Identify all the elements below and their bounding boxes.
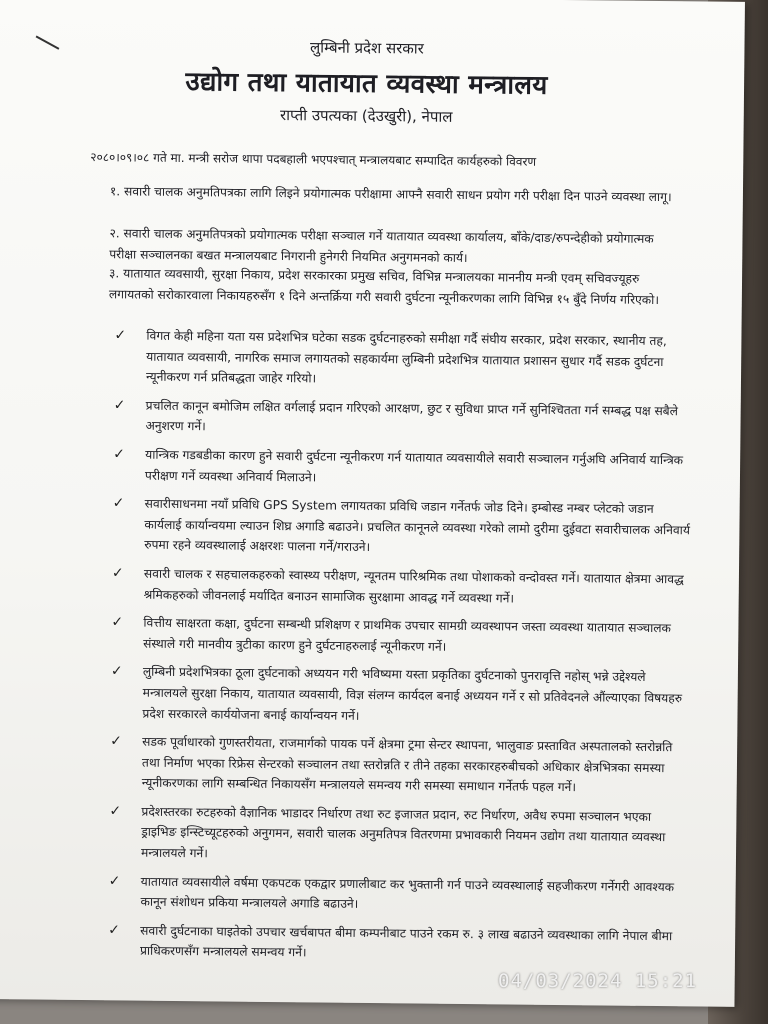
checkmark-icon: ✓ — [110, 733, 122, 750]
checkmark-icon: ✓ — [113, 446, 126, 463]
list-item: ✓ सवारीसाधनमा नयाँ प्रविधि GPS System लगायतका प्रविधि जडान गर्नेतर्फ जोड दिने। इम्बोस्ड नम्बर प्लेटको जडान कार्यलाई कार्यान्वयमा ल्याउन शिघ्र अगाडि बढाउने। प्रचलित कानूनले व्यवस्था गरेको लामो दुरीमा दुईवटा सवारीचालक अनिवार्य रुपमा रहने व्यवस्थालाई अक्षरशः पालना गर्ने/गराउने। — [112, 495, 691, 555]
intro-point-2: २. सवारी चालक अनुमतिपत्रको प्रयोगात्मक परीक्षा सञ्चाल गर्ने यातायात व्यवस्था कार्यालय, बाँके/दाङ/रुपन्देहीको प्रयोगात्मक परीक्षा सञ्चालनका बखत मन्त्रालयबाट निगरानी हुनेगरी नियमित अनुगमनको कार्य। — [109, 226, 654, 265]
checkmark-icon: ✓ — [111, 614, 124, 631]
intro-point-1: १. सवारी चालक अनुमतिपत्रका लागि लिइने प्रयोगात्मक परीक्षामा आफ्नै सवारी साधन प्रयोग गरी परीक्षा दिन पाउने व्यवस्था लागू। — [109, 184, 672, 205]
list-item: ✓ यातायात व्यवसायीले वर्षमा एकपटक एकद्वार प्रणालीबाट कर भुक्तानी गर्न पाउने व्यवस्थालाई सहजीकरण गर्नेगरी आवश्यक कानून संशोधन प्रकिया मन्त्रालयले अगाडि बढाउने। — [108, 872, 675, 912]
ministry-title: उद्योग तथा यातायात व्यवस्था मन्त्रालय — [185, 67, 548, 101]
list-item: ✓ लुम्बिनी प्रदेशभित्रका ठूला दुर्घटनाको अध्ययन गरी भविष्यमा यस्ता प्रकृतिका दुर्घटनाको पुनरावृत्ति नहोस् भन्ने उद्देश्यले मन्त्रालयले सुरक्षा निकाय, यातायात व्यवसायी, विज्ञ संलग्न कार्यदल बनाई अध्ययन गर्ने र सो प्रतिवेदनले औंल्याएका विषयहरु प्रदेश सरकारले कार्ययोजना बनाई कार्यान्वयन गर्ने। — [110, 663, 683, 723]
list-item: ✓ विगत केही महिना यता यस प्रदेशभित्र घटेका सडक दुर्घटनाहरुको समीक्षा गर्दै संघीय सरकार, प्रदेश सरकार, स्थानीय तह, यातायात व्यवसायी, नागरिक समाज लगायतको सहकार्यमा लुम्बिनी प्रदेशभित्र यातायात प्रशासन सुधार गर्दै सडक दुर्घटना न्यूनीकरण गर्न प्रतिबद्धता जाहेर गरियो। — [114, 327, 667, 386]
list-item: ✓ प्रचलित कानून बमोजिम लक्षित वर्गलाई प्रदान गरिएको आरक्षण, छुट र सुविधा प्राप्त गर्ने सुनिश्चितता गर्न सम्बद्ध पक्ष सबैले अनुशरण गर्ने। — [113, 397, 679, 434]
list-item: ✓ वित्तीय साक्षरता कक्षा, दुर्घटना सम्बन्धी प्रशिक्षण र प्राथमिक उपचार सामग्री व्यवस्थापन जस्ता व्यवस्था यातायात सञ्चालक संस्थाले गरी मानवीय त्रुटीका कारण हुने दुर्घटनाहरुलाई न्यूनीकरण गर्ने। — [111, 614, 672, 654]
subject-line: २०८०।०९।०८ गते मा. मन्त्री सरोज थापा पदबहाली भएपश्चात् मन्त्रालयबाट सम्पादित कार्यहरुको विवरण — [90, 150, 537, 169]
checkmark-icon: ✓ — [113, 397, 126, 414]
list-item: ✓ सवारी चालक र सहचालकहरुको स्वास्थ्य परीक्षण, न्यूनतम पारिश्रमिक तथा पोशाकको वन्दोवस्त गर्ने। यातायात क्षेत्रमा आवद्ध श्रमिकहरुको जीवनलाई मर्यादित बनाउन सामाजिक सुरक्षामा आवद्ध गर्ने व्यवस्था गर्ने। — [111, 565, 684, 606]
decision-list — [108, 325, 695, 975]
checkmark-icon: ✓ — [111, 565, 124, 582]
ministry-address: राप्ती उपत्यका (देउखुरी), नेपाल — [279, 106, 453, 126]
list-item: ✓ सवारी दुर्घटनाका घाइतेको उपचार खर्चबापत बीमा कम्पनीबाट पाउने रकम रु. ३ लाख बढाउने व्यवस्थाका लागि नेपाल बीमा प्राधिकरणसँग मन्त्रालयले समन्वय गर्ने। — [108, 922, 673, 960]
photo-timestamp: 04/03/2024 15:21 — [498, 970, 698, 992]
checkmark-icon: ✓ — [109, 803, 122, 820]
checkmark-icon: ✓ — [108, 922, 121, 939]
checkmark-icon: ✓ — [114, 327, 127, 344]
list-item: ✓ सडक पूर्वाधारको गुणस्तरीयता, राजमार्गको पायक पर्ने क्षेत्रमा ट्रमा सेन्टर स्थापना, भालुवाङ प्रस्तावित अस्पतालको स्तरोन्नति तथा निर्माण भएका रिफ्रेस सेन्टरको सञ्चालन तथा स्तरोन्नति र तीने तहका सरकारहरुबीचको अधिकार क्षेत्रभित्रका समस्या न्यूनीकरणका लागि सम्बन्धित निकायसँग मन्त्रालयले समन्वय गरी समस्या समाधान गर्नेतर्फ पहल गर्ने। — [110, 733, 673, 795]
government-name: लुम्बिनी प्रदेश सरकार — [309, 38, 424, 58]
checkmark-icon: ✓ — [112, 495, 125, 512]
checkmark-icon: ✓ — [110, 663, 123, 680]
checkmark-icon: ✓ — [108, 872, 121, 890]
list-item: ✓ प्रदेशस्तरका रुटहरुको वैज्ञानिक भाडादर निर्धारण तथा रुट इजाजत प्रदान, रुट निर्धारण, अवैध रुपमा सञ्चालन भएका ड्राइभिङ इन्स्टिच्यूटहरुको अनुगमन, सवारी चालक अनुमतिपत्र वितरणमा प्रभावकारी नियमन उद्योग तथा यातायात व्यवस्था मन्त्रालयले गर्ने। — [109, 803, 666, 861]
list-item: ✓ यान्त्रिक गडबडीका कारण हुने सवारी दुर्घटना न्यूनीकरण गर्न यातायात व्यवसायीले सवारी सञ्चालन गर्नुअघि अनिवार्य यान्त्रिक परीक्षण गर्ने व्यवस्था अनिवार्य मिलाउने। — [113, 446, 684, 485]
intro-point-3: ३. यातायात व्यवसायी, सुरक्षा निकाय, प्रदेश सरकारका प्रमुख सचिव, विभिन्न मन्त्रालयका माननीय मन्त्री एवम् सचिवज्यूहरु लगायतको सरोकारवाला निकायहरुसँग १ दिने अन्तर्क्रिया गरी सवारी दुर्घटना न्यूनीकरणका लागि विभिन्न १५ बुँदे निर्णय गरिएको। — [108, 266, 660, 307]
